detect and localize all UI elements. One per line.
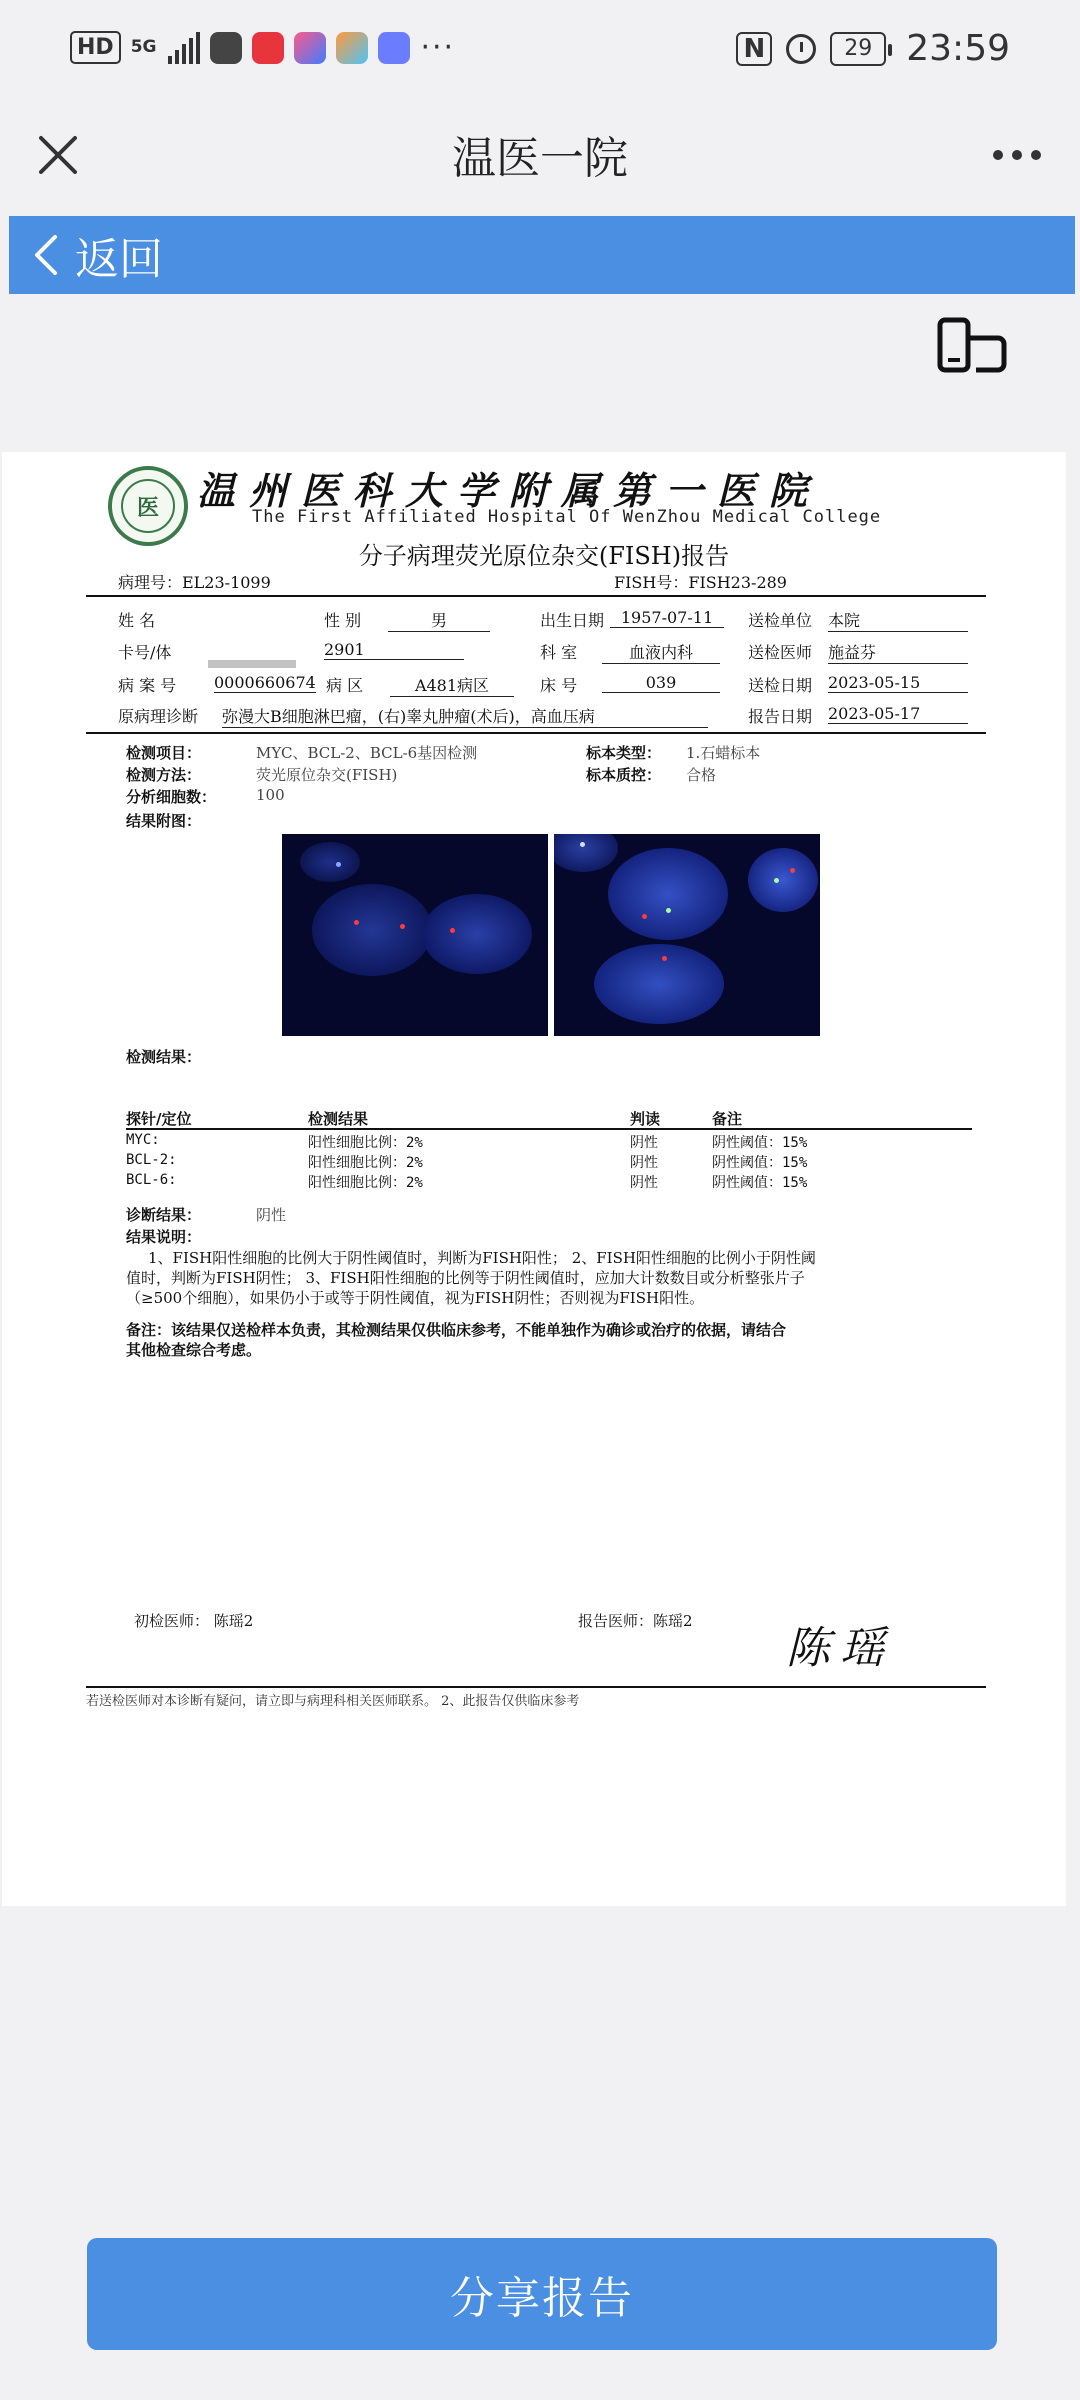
table-cell: 阴性阈值：15% [712,1155,808,1171]
send-date-label: 送检日期 [748,676,813,695]
explain-line-1: 1、FISH阳性细胞的比例大于阴性阈值时，判断为FISH阳性； 2、FISH阳性细胞的比例小于阴性阈 [148,1249,816,1267]
sex-value: 男 [388,608,490,632]
clock: 23:59 [906,28,1010,69]
table-cell: 阳性细胞比例：2% [308,1135,423,1151]
video-app-icon [294,32,326,64]
diagnosis-value: 阴性 [256,1206,287,1224]
note-line-1: 备注：该结果仅送检样本负责，其检测结果仅供临床参考，不能单独作为确诊或治疗的依据，请结合 [126,1321,787,1339]
report-date-label: 报告日期 [748,707,813,726]
table-cell: 阴性 [630,1155,658,1171]
music-app-icon [378,32,410,64]
table-cell: MYC: [126,1132,160,1148]
card-value: 2901 [324,640,464,660]
table-cell: 阳性细胞比例：2% [308,1155,423,1171]
image-label: 结果附图： [126,812,202,830]
unit-value: 本院 [828,608,968,632]
dob-value: 1957-07-11 [610,608,724,628]
card-label: 卡号/体 [118,643,172,662]
table-cell: BCL-6: [126,1172,177,1188]
note-line-2: 其他检查综合考虑。 [126,1341,262,1359]
xiaohongshu-icon [252,32,284,64]
table-header-probe: 探针/定位 [126,1110,192,1128]
report-document [2,452,1066,1906]
table-cell: 阴性阈值：15% [712,1175,808,1191]
back-label: 返回 [75,234,163,285]
divider [86,1686,986,1688]
chevron-left-icon [31,233,61,277]
sex-label: 性 别 [324,611,362,630]
table-cell: 阴性 [630,1175,658,1191]
explain-line-3: （≥500个细胞），如果仍小于或等于阴性阈值，视为FISH阴性；否则视为FISH阳性。 [126,1289,705,1307]
explain-line-2: 值时，判断为FISH阴性； 3、FISH阳性细胞的比例等于阴性阈值时，应加大计数数目或分析整张片子 [126,1269,805,1287]
orig-dx-value: 弥漫大B细胞淋巴瘤，(右)睾丸肿瘤(术后)，高血压病 [222,704,708,728]
orig-dx-label: 原病理诊断 [118,707,199,726]
fish-image-1 [282,834,548,1036]
quality-value: 合格 [686,766,717,784]
bed-value: 039 [602,673,720,693]
divider [86,732,986,734]
diagnosis-label: 诊断结果： [126,1206,202,1224]
case-value: 0000660674 [214,673,316,692]
hospital-name-cn: 温州医科大学附属第一医院 [197,468,822,513]
dept-label: 科 室 [540,643,578,662]
redacted-area [208,660,296,668]
divider [86,595,986,597]
title-bar [0,100,1080,210]
more-icon [992,149,1042,161]
doctor-signature: 陈瑶 [786,1623,894,1674]
table-cell: 阴性 [630,1135,658,1151]
more-button[interactable] [982,125,1052,185]
bed-label: 床 号 [540,676,578,695]
page-title: 温医一院 [452,133,628,184]
doctor-label: 送检医师 [748,643,813,662]
back-button[interactable] [9,216,1075,294]
hospital-logo: 医 [108,466,188,546]
ward-value: A481病区 [390,673,514,697]
pathology-number: 病理号：EL23-1099 [118,573,271,592]
explain-label: 结果说明： [126,1228,202,1246]
table-header-result: 检测结果 [308,1110,369,1128]
specimen-type-value: 1.石蜡标本 [686,744,761,762]
table-cell: BCL-2: [126,1152,177,1168]
table-cell: 阳性细胞比例：2% [308,1175,423,1191]
name-label: 姓 名 [118,611,156,630]
report-date-value: 2023-05-17 [828,704,968,724]
cells-label: 分析细胞数： [126,788,217,806]
store-app-icon [336,32,368,64]
rotate-icon [936,316,1012,376]
hospital-name-en: The First Affiliated Hospital Of WenZhou Medical College [252,507,882,527]
signal-icon [168,32,200,64]
send-date-value: 2023-05-15 [828,673,968,693]
network-type: 5G [130,37,157,57]
ward-label: 病 区 [326,676,364,695]
status-bar [0,0,1080,100]
specimen-type-label: 标本类型： [586,744,662,762]
table-header-note: 备注 [712,1110,743,1128]
alarm-icon [786,34,816,64]
report-title: 分子病理荧光原位杂交(FISH)报告 [358,542,730,570]
quality-label: 标本质控： [586,766,662,784]
dob-label: 出生日期 [540,611,605,630]
result-label: 检测结果： [126,1048,202,1066]
method-value: 荧光原位杂交(FISH) [256,766,398,784]
first-doctor: 初检医师： 陈瑶2 [134,1612,254,1630]
case-label: 病 案 号 [118,676,177,695]
dept-value: 血液内科 [602,640,720,664]
cells-value: 100 [256,786,285,804]
table-header-interpret: 判读 [630,1110,661,1128]
table-cell: 阴性阈值：15% [712,1135,808,1151]
fish-number: FISH号：FISH23-289 [614,573,787,592]
test-item-value: MYC、BCL-2、BCL-6基因检测 [256,744,478,762]
fish-image-2 [554,834,820,1036]
method-label: 检测方法： [126,766,202,784]
notification-app-icon [210,32,242,64]
battery-icon: 29 [830,32,886,66]
test-item-label: 检测项目： [126,744,202,762]
table-divider [126,1128,972,1130]
nfc-icon: N [736,32,772,66]
report-doctor: 报告医师：陈瑶2 [578,1612,693,1630]
more-notifications-icon: ··· [420,30,456,65]
doctor-value: 施益芬 [828,640,968,664]
footnote: 若送检医师对本诊断有疑问，请立即与病理科相关医师联系。 2、此报告仅供临床参考 [86,1694,580,1709]
rotate-screen-button[interactable] [936,316,1012,376]
hd-indicator: HD [70,31,121,64]
share-report-button[interactable]: 分享报告 [87,2238,997,2350]
unit-label: 送检单位 [748,611,813,630]
